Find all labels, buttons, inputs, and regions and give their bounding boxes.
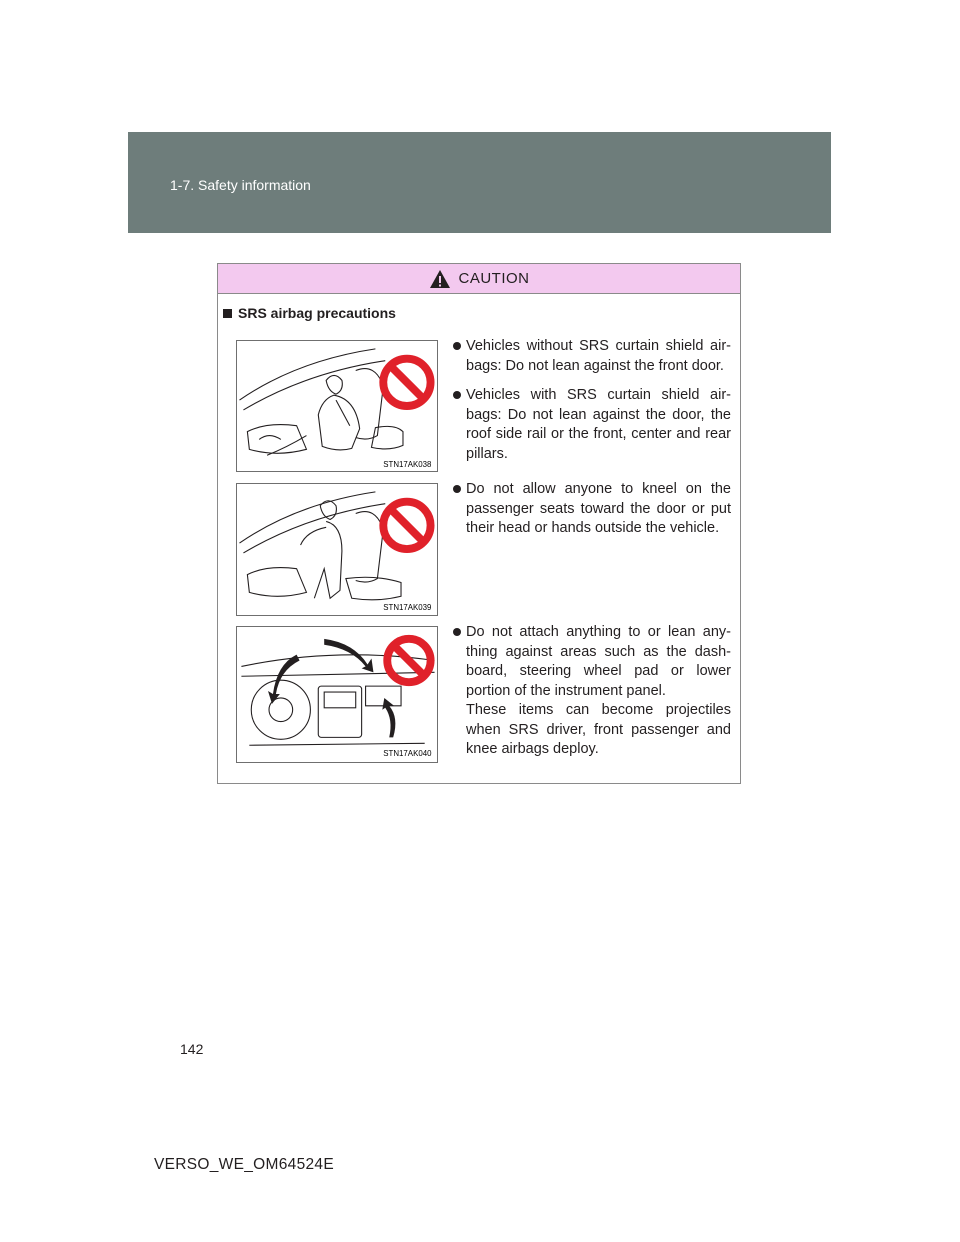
bullet-group-3 xyxy=(453,623,731,770)
prohibition-icon xyxy=(383,502,430,549)
bullet-item: Vehicles with SRS curtain shield air-bags: Do not lean against the door, the roof side rail or the front, center and rear pillars. xyxy=(453,386,731,464)
caution-header xyxy=(218,264,740,294)
bullet-item: Do not allow anyone to kneel on the passenger seats toward the door or put their head or hands outside the vehicle. xyxy=(453,480,731,539)
bullet-group-2 xyxy=(453,480,731,549)
document-id: VERSO_WE_OM64524E xyxy=(154,1156,334,1173)
bullet-item: Vehicles without SRS curtain shield air-bags: Do not lean against the front door. xyxy=(453,337,731,376)
page-header xyxy=(128,132,831,233)
illustration-code: STN17AK039 xyxy=(383,603,432,613)
warning-triangle-icon xyxy=(429,269,451,289)
bullet-item xyxy=(453,623,731,760)
page-number: 142 xyxy=(180,1041,204,1057)
prohibition-icon xyxy=(383,359,430,406)
illustration-code: STN17AK040 xyxy=(383,749,432,759)
bullet-extra-text: These items can become projectiles when SRS driver, front passenger and knee airbags deploy. xyxy=(466,702,731,757)
bullet-text: Do not attach anything to or lean any-thing against areas such as the dash-board, steering wheel pad or lower portion of the instrument panel. xyxy=(466,624,731,699)
subheading-text: SRS airbag precautions xyxy=(238,305,396,321)
bullet-group-1 xyxy=(453,337,731,474)
illustration-dashboard xyxy=(236,626,438,763)
caution-subheading xyxy=(223,305,396,321)
section-title: 1-7. Safety information xyxy=(170,177,311,193)
illustration-code: STN17AK038 xyxy=(383,460,432,470)
prohibition-icon xyxy=(387,639,430,682)
square-bullet-icon xyxy=(223,309,232,318)
caution-label: CAUTION xyxy=(458,270,530,287)
illustration-lean-door xyxy=(236,340,438,472)
illustration-kneel-seat xyxy=(236,483,438,616)
caution-box xyxy=(217,263,741,784)
